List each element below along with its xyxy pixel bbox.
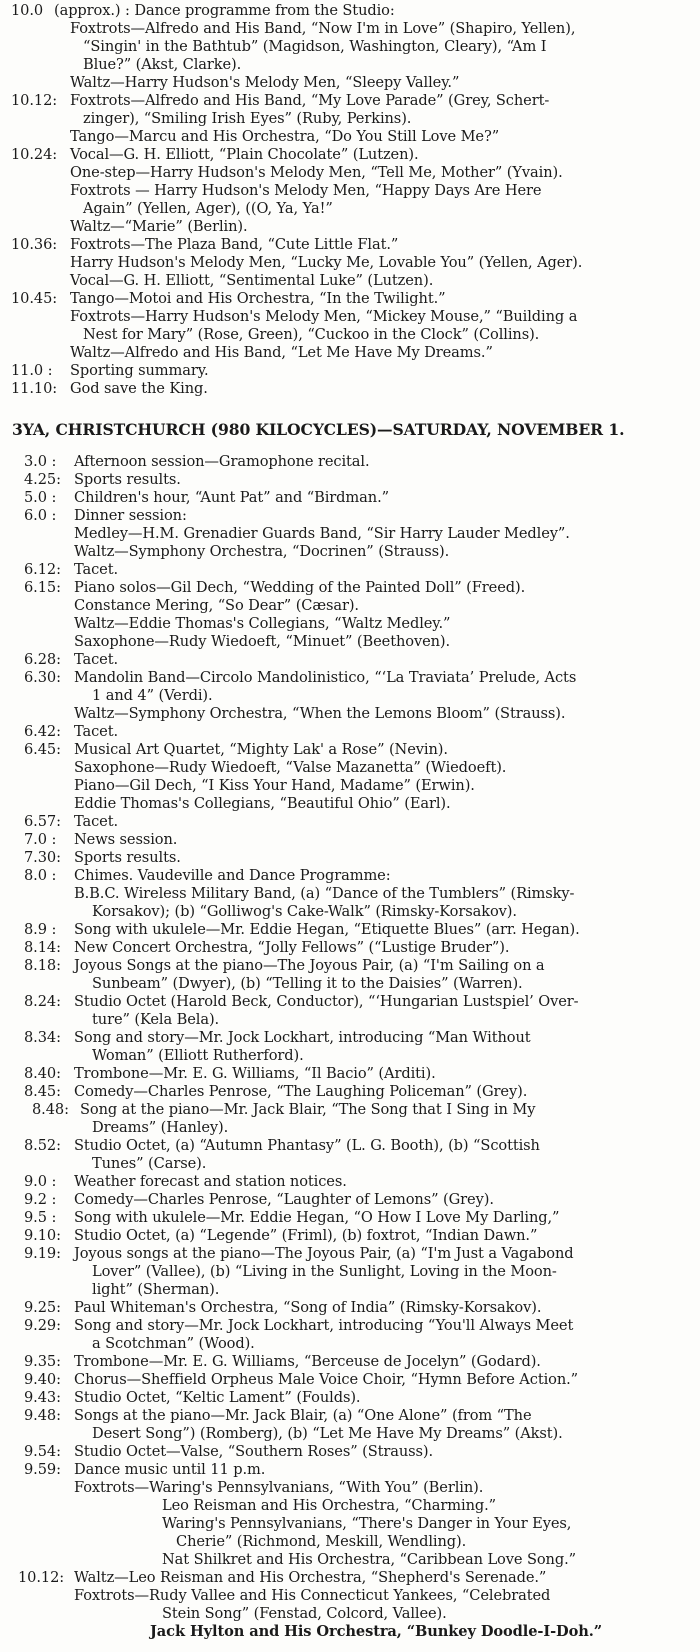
time-label: 9.54:: [24, 1443, 61, 1460]
entry-text: Jack Hylton and His Orchestra, “Bunkey Doodle-I-Doh.”: [150, 1623, 603, 1640]
entry-text: Dinner session:: [74, 507, 187, 524]
entry-text: Song with ukulele—Mr. Eddie Hegan, “Etiquette Blues” (arr. Hegan).: [74, 921, 580, 938]
time-label: 5.0 :: [24, 489, 57, 506]
entry-text: Foxtrots—Harry Hudson's Melody Men, “Mickey Mouse,” “Building a: [70, 308, 578, 325]
time-label: 9.19:: [24, 1245, 61, 1262]
entry-text: Blue?” (Akst, Clarke).: [83, 56, 242, 73]
time-label: 6.45:: [24, 741, 61, 758]
time-label: 9.5 :: [24, 1209, 57, 1226]
entry-text: Chorus—Sheffield Orpheus Male Voice Choir, “Hymn Before Action.”: [74, 1371, 579, 1388]
entry-text: News session.: [74, 831, 178, 848]
time-label: 8.14:: [24, 939, 61, 956]
time-label: 6.42:: [24, 723, 61, 740]
time-label: 10.12:: [11, 92, 58, 109]
entry-text: Foxtrots—Alfredo and His Band, “Now I'm in Love” (Shapiro, Yellen),: [70, 20, 576, 37]
entry-text: Harry Hudson's Melody Men, “Lucky Me, Lovable You” (Yellen, Ager).: [70, 254, 583, 271]
entry-text: Saxophone—Rudy Wiedoeft, “Valse Mazanetta” (Wiedoeft).: [74, 759, 507, 776]
entry-text: Foxtrots—Alfredo and His Band, “My Love Parade” (Grey, Schert-: [70, 92, 550, 109]
time-label: 9.2 :: [24, 1191, 57, 1208]
entry-text: Songs at the piano—Mr. Jack Blair, (a) “One Alone” (from “The: [74, 1407, 532, 1424]
time-label: 6.30:: [24, 669, 61, 686]
time-label: 11.0 :: [11, 362, 53, 379]
time-label: 7.0 :: [24, 831, 57, 848]
entry-text: Waltz—“Marie” (Berlin).: [70, 218, 248, 235]
entry-text: Sports results.: [74, 849, 181, 866]
time-label: 11.10:: [11, 380, 58, 397]
entry-text: Waltz—Eddie Thomas's Collegians, “Waltz Medley.”: [74, 615, 451, 632]
entry-text: Constance Mering, “So Dear” (Cæsar).: [74, 597, 359, 614]
entry-text: Afternoon session—Gramophone recital.: [74, 453, 370, 470]
entry-text: Foxtrots—The Plaza Band, “Cute Little Flat.”: [70, 236, 399, 253]
entry-text: B.B.C. Wireless Military Band, (a) “Dance of the Tumblers” (Rimsky-: [74, 885, 575, 902]
entry-text: Song and story—Mr. Jock Lockhart, introducing “You'll Always Meet: [74, 1317, 574, 1334]
entry-text: Song and story—Mr. Jock Lockhart, introducing “Man Without: [74, 1029, 531, 1046]
time-label: 9.48:: [24, 1407, 61, 1424]
entry-text: Stein Song” (Fenstad, Colcord, Vallee).: [162, 1605, 447, 1622]
entry-text: New Concert Orchestra, “Jolly Fellows” (“Lustige Bruder”).: [74, 939, 510, 956]
entry-text: Mandolin Band—Circolo Mandolinistico, “‘La Traviata’ Prelude, Acts: [74, 669, 577, 686]
entry-text: light” (Sherman).: [92, 1281, 220, 1298]
entry-text: Lover” (Vallee), (b) “Living in the Sunlight, Loving in the Moon-: [92, 1263, 557, 1280]
time-label: 8.34:: [24, 1029, 61, 1046]
time-label: 9.43:: [24, 1389, 61, 1406]
entry-text: Waltz—Symphony Orchestra, “When the Lemons Bloom” (Strauss).: [74, 705, 566, 722]
entry-text: Again” (Yellen, Ager), ((O, Ya, Ya!”: [83, 200, 333, 217]
entry-text: Chimes. Vaudeville and Dance Programme:: [74, 867, 391, 884]
entry-text: Tunes” (Carse).: [92, 1155, 207, 1172]
entry-text: Studio Octet (Harold Beck, Conductor), “‘Hungarian Lustspiel’ Over-: [74, 993, 579, 1010]
entry-text: Medley—H.M. Grenadier Guards Band, “Sir Harry Lauder Medley”.: [74, 525, 570, 542]
entry-text: One-step—Harry Hudson's Melody Men, “Tell Me, Mother” (Yvain).: [70, 164, 563, 181]
time-label: 6.57:: [24, 813, 61, 830]
entry-text: 1 and 4” (Verdi).: [92, 687, 213, 704]
entry-text: Tacet.: [74, 651, 119, 668]
entry-text: zinger), “Smiling Irish Eyes” (Ruby, Perkins).: [83, 110, 412, 127]
time-label: 8.40:: [24, 1065, 61, 1082]
entry-text: Woman” (Elliott Rutherford).: [92, 1047, 304, 1064]
entry-text: Foxtrots—Rudy Vallee and His Connecticut Yankees, “Celebrated: [74, 1587, 551, 1604]
entry-text: Comedy—Charles Penrose, “The Laughing Policeman” (Grey).: [74, 1083, 528, 1100]
entry-text: Children's hour, “Aunt Pat” and “Birdman.”: [74, 489, 389, 506]
entry-text: Waring's Pennsylvanians, “There's Danger in Your Eyes,: [162, 1515, 572, 1532]
entry-text: God save the King.: [70, 380, 208, 397]
time-label: 8.0 :: [24, 867, 57, 884]
time-label: 9.25:: [24, 1299, 61, 1316]
entry-text: Studio Octet, (a) “Autumn Phantasy” (L. G. Booth), (b) “Scottish: [74, 1137, 540, 1154]
entry-text: Song at the piano—Mr. Jack Blair, “The Song that I Sing in My: [80, 1101, 536, 1118]
entry-text: Tango—Motoi and His Orchestra, “In the Twilight.”: [70, 290, 446, 307]
entry-text: (approx.) : Dance programme from the Studio:: [54, 2, 395, 19]
entry-text: Joyous Songs at the piano—The Joyous Pair, (a) “I'm Sailing on a: [74, 957, 545, 974]
entry-text: Comedy—Charles Penrose, “Laughter of Lemons” (Grey).: [74, 1191, 494, 1208]
entry-text: Joyous songs at the piano—The Joyous Pair, (a) “I'm Just a Vagabond: [74, 1245, 574, 1262]
time-label: 10.36:: [11, 236, 58, 253]
entry-text: Paul Whiteman's Orchestra, “Song of India” (Rimsky-Korsakov).: [74, 1299, 542, 1316]
entry-text: Sporting summary.: [70, 362, 209, 379]
entry-text: Tacet.: [74, 561, 119, 578]
entry-text: Saxophone—Rudy Wiedoeft, “Minuet” (Beethoven).: [74, 633, 451, 650]
time-label: 9.59:: [24, 1461, 61, 1478]
entry-text: Waltz—Symphony Orchestra, “Docrinen” (Strauss).: [74, 543, 450, 560]
time-label: 7.30:: [24, 849, 61, 866]
time-label: 8.18:: [24, 957, 61, 974]
entry-text: Waltz—Alfredo and His Band, “Let Me Have My Dreams.”: [70, 344, 493, 361]
time-label: 6.0 :: [24, 507, 57, 524]
time-label: 4.25:: [24, 471, 61, 488]
entry-text: Song with ukulele—Mr. Eddie Hegan, “O How I Love My Darling,”: [74, 1209, 560, 1226]
entry-text: Dance music until 11 p.m.: [74, 1461, 266, 1478]
entry-text: Musical Art Quartet, “Mighty Lak' a Rose” (Nevin).: [74, 741, 448, 758]
entry-text: Tango—Marcu and His Orchestra, “Do You Still Love Me?”: [70, 128, 500, 145]
entry-text: Foxtrots — Harry Hudson's Melody Men, “Happy Days Are Here: [70, 182, 542, 199]
entry-text: Sports results.: [74, 471, 181, 488]
station-heading: 3YA, CHRISTCHURCH (980 KILOCYCLES)—SATURDAY, NOVEMBER 1.: [12, 420, 625, 439]
entry-text: Weather forecast and station notices.: [74, 1173, 347, 1190]
entry-text: Vocal—G. H. Elliott, “Sentimental Luke” (Lutzen).: [70, 272, 434, 289]
entry-text: Tacet.: [74, 723, 119, 740]
time-label: 8.48:: [32, 1101, 69, 1118]
entry-text: Korsakov); (b) “Golliwog's Cake-Walk” (Rimsky-Korsakov).: [92, 903, 517, 920]
time-label: 10.24:: [11, 146, 58, 163]
time-label: 9.35:: [24, 1353, 61, 1370]
entry-text: a Scotchman” (Wood).: [92, 1335, 255, 1352]
entry-text: Waltz—Leo Reisman and His Orchestra, “Shepherd's Serenade.”: [74, 1569, 547, 1586]
entry-text: Studio Octet, “Keltic Lament” (Foulds).: [74, 1389, 361, 1406]
time-label: 10.45:: [11, 290, 58, 307]
entry-text: Sunbeam” (Dwyer), (b) “Telling it to the Daisies” (Warren).: [92, 975, 523, 992]
entry-text: Nat Shilkret and His Orchestra, “Caribbean Love Song.”: [162, 1551, 576, 1568]
entry-text: Studio Octet, (a) “Legende” (Friml), (b) foxtrot, “Indian Dawn.”: [74, 1227, 538, 1244]
entry-text: Piano solos—Gil Dech, “Wedding of the Painted Doll” (Freed).: [74, 579, 526, 596]
entry-text: Trombone—Mr. E. G. Williams, “Il Bacio” (Arditi).: [74, 1065, 436, 1082]
entry-text: Vocal—G. H. Elliott, “Plain Chocolate” (Lutzen).: [70, 146, 419, 163]
time-label: 10.0: [11, 2, 44, 19]
time-label: 8.52:: [24, 1137, 61, 1154]
time-label: 9.0 :: [24, 1173, 57, 1190]
entry-text: Tacet.: [74, 813, 119, 830]
time-label: 3.0 :: [24, 453, 57, 470]
entry-text: Piano—Gil Dech, “I Kiss Your Hand, Madame” (Erwin).: [74, 777, 475, 794]
entry-text: Dreams” (Hanley).: [92, 1119, 229, 1136]
time-label: 6.28:: [24, 651, 61, 668]
entry-text: Desert Song”) (Romberg), (b) “Let Me Have My Dreams” (Akst).: [92, 1425, 563, 1442]
entry-text: ture” (Kela Bela).: [92, 1011, 220, 1028]
time-label: 10.12:: [18, 1569, 65, 1586]
entry-text: Nest for Mary” (Rose, Green), “Cuckoo in the Clock” (Collins).: [83, 326, 540, 343]
entry-text: Foxtrots—Waring's Pennsylvanians, “With You” (Berlin).: [74, 1479, 484, 1496]
time-label: 9.40:: [24, 1371, 61, 1388]
time-label: 6.15:: [24, 579, 61, 596]
time-label: 8.24:: [24, 993, 61, 1010]
entry-text: Trombone—Mr. E. G. Williams, “Berceuse de Jocelyn” (Godard).: [74, 1353, 541, 1370]
entry-text: Studio Octet—Valse, “Southern Roses” (Strauss).: [74, 1443, 434, 1460]
entry-text: “Singin' in the Bathtub” (Magidson, Washington, Cleary), “Am I: [83, 38, 547, 55]
time-label: 6.12:: [24, 561, 61, 578]
time-label: 8.9 :: [24, 921, 57, 938]
time-label: 9.29:: [24, 1317, 61, 1334]
time-label: 8.45:: [24, 1083, 61, 1100]
entry-text: Waltz—Harry Hudson's Melody Men, “Sleepy Valley.”: [70, 74, 460, 91]
time-label: 9.10:: [24, 1227, 61, 1244]
entry-text: Leo Reisman and His Orchestra, “Charming.”: [162, 1497, 497, 1514]
entry-text: Cherie” (Richmond, Meskill, Wendling).: [176, 1533, 467, 1550]
entry-text: Eddie Thomas's Collegians, “Beautiful Ohio” (Earl).: [74, 795, 451, 812]
